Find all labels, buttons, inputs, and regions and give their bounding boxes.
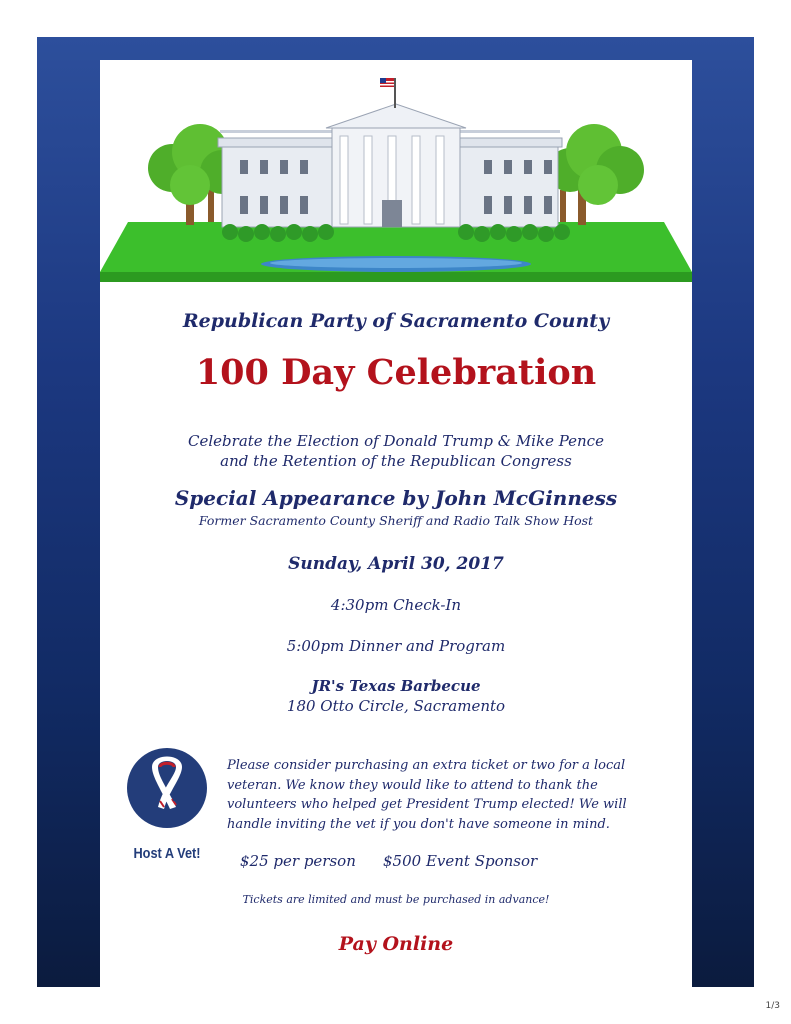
special-guest: Special Appearance by John McGinness [174,486,618,510]
host-a-vet-label: Host A Vet! [133,845,201,862]
vet-message: Please consider purchasing an extra ticket or two for a local veteran. We know they would like to attend to thank the volunteers who helped get President Trump elected! We will handle inviting the vet if you don't have someone in mind. [227,758,627,832]
pay-online-link[interactable]: Pay Online [338,933,454,955]
event-date: Sunday, April 30, 2017 [288,554,504,574]
page-number: 1/3 [765,1001,780,1011]
special-guest-description: Former Sacramento County Sheriff and Radio Talk Show Host [198,513,594,528]
ribbon-icon [124,745,210,831]
dinner-time: 5:00pm Dinner and Program [286,637,506,655]
organization-name: Republican Party of Sacramento County [182,310,610,332]
tickets-note: Tickets are limited and must be purchased in advance! [242,893,550,906]
price-per-person: $25 per person [240,852,356,870]
host-a-vet-logo [124,745,210,870]
venue-name: JR's Texas Barbecue [311,677,481,695]
subtitle-line-1: Celebrate the Election of Donald Trump & Mike Pence [188,432,604,450]
checkin-time: 4:30pm Check-In [330,596,462,614]
venue-address: 180 Otto Circle, Sacramento [286,697,506,715]
subtitle-line-2: and the Retention of the Republican Congress [220,452,572,470]
event-title: 100 Day Celebration [195,352,597,393]
white-house-illustration [100,60,692,285]
price-event-sponsor: $500 Event Sponsor [383,852,538,870]
